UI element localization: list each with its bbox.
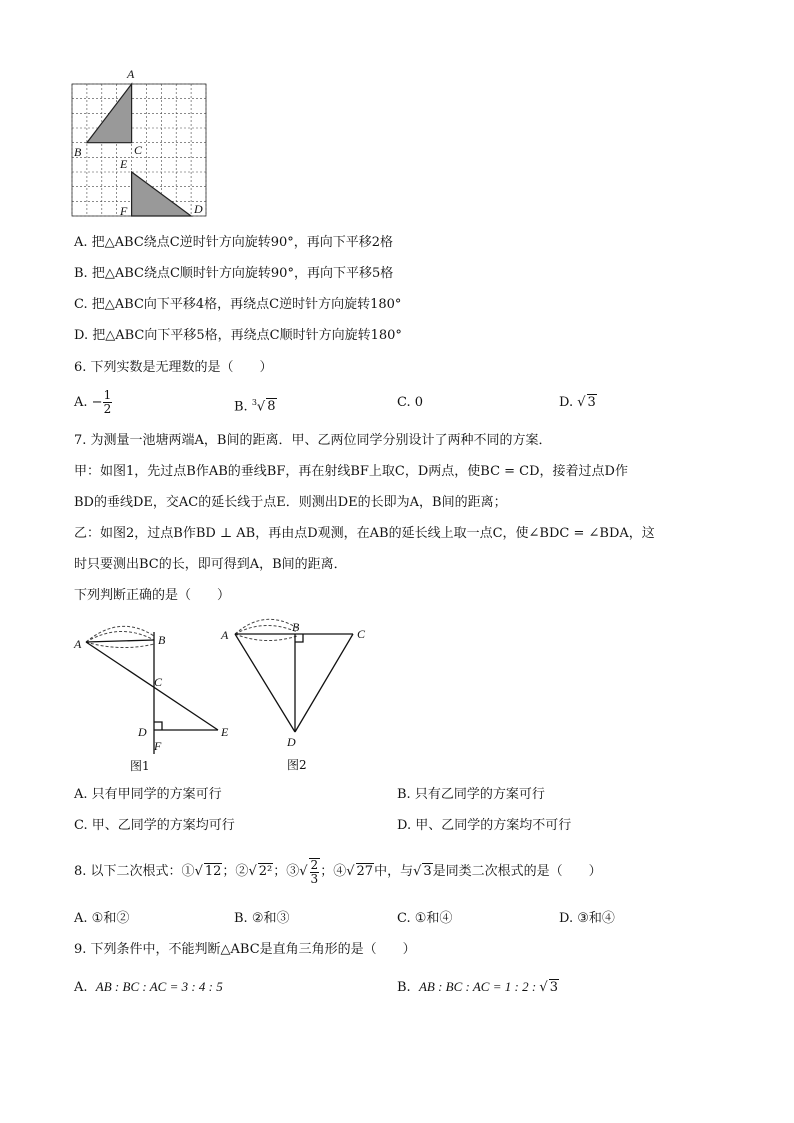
- fig1-label-a: A: [74, 637, 82, 651]
- q9-option-b[interactable]: B. AB : BC : AC = 1 : 2 : √ 3: [397, 979, 558, 995]
- label-f: F: [120, 204, 128, 218]
- q5-option-b[interactable]: B. 把△ABC绕点C顺时针方向旋转90°，再向下平移5格: [74, 266, 394, 281]
- fig2-label-d: D: [287, 735, 296, 749]
- label-b: B: [74, 145, 82, 159]
- q8-option-c[interactable]: C. ①和④: [397, 911, 453, 926]
- fig2-label-b: B: [292, 620, 300, 634]
- q7-stem: 7. 为测量一池塘两端A，B间的距离．甲、乙两位同学分别设计了两种不同的方案．: [74, 433, 552, 448]
- label-d: D: [194, 202, 203, 216]
- q8-option-d[interactable]: D. ③和④: [559, 911, 615, 926]
- fig2-label-c: C: [357, 627, 366, 641]
- fraction: $\frac{2}{3}$: [310, 857, 319, 886]
- q7-option-d[interactable]: D. 甲、乙同学的方案均不可行: [397, 818, 572, 833]
- label-a: A: [127, 67, 135, 81]
- figure-grid-triangles: [60, 60, 220, 225]
- fig1-label-f: F: [154, 739, 162, 753]
- q7-yi-line1: 乙：如图2，过点B作BD ⊥ AB，再由点D观测，在AB的延长线上取一点C，使∠BDC = ∠BDA，这: [74, 526, 655, 541]
- q7-yi-line2: 时只要测出BC的长，即可得到A，B间的距离．: [74, 557, 347, 572]
- q6-option-b[interactable]: B. $^3$√ 8: [234, 398, 276, 415]
- q6-option-c[interactable]: C. 0: [397, 395, 424, 410]
- q7-option-b[interactable]: B. 只有乙同学的方案可行: [397, 787, 545, 802]
- fig1-label-c: C: [154, 675, 163, 689]
- q7-option-a[interactable]: A. 只有甲同学的方案可行: [74, 787, 222, 802]
- q7-jia-line1: 甲：如图1，先过点B作AB的垂线BF，再在射线BF上取C，D两点，使BC = CD，接着过点D作: [74, 464, 628, 479]
- q6-option-d[interactable]: D. √ 3: [559, 395, 596, 410]
- q7-question: 下列判断正确的是（ ）: [74, 588, 231, 603]
- q5-option-a[interactable]: A. 把△ABC绕点C逆时针方向旋转90°，再向下平移2格: [74, 235, 394, 250]
- fraction: $\frac{1}{2}$: [103, 388, 112, 416]
- q9-option-a[interactable]: A. AB : BC : AC = 3 : 4 : 5: [74, 979, 223, 995]
- q7-jia-line2: BD的垂线DE，交AC的延长线于点E．则测出DE的长即为A，B间的距离；: [74, 495, 507, 510]
- label-e: E: [120, 157, 128, 171]
- q8-option-b[interactable]: B. ②和③: [234, 911, 290, 926]
- fig1-label-e: E: [221, 725, 229, 739]
- q6-option-a[interactable]: A. − $\frac{1}{2}$: [74, 388, 112, 416]
- fig2-label-a: A: [221, 628, 229, 642]
- q9-stem: 9. 下列条件中，不能判断△ABC是直角三角形的是（ ）: [74, 942, 416, 957]
- fig1-label-d: D: [138, 725, 147, 739]
- figure-2: [215, 614, 385, 776]
- label-c: C: [134, 143, 143, 157]
- q6-stem: 6. 下列实数是无理数的是（ ）: [74, 360, 273, 375]
- q8-stem: 8. 以下二次根式：①√ 12；②√ 2²；③√ $\frac{2}{3}$ ；④√ 27中，与√ 3是同类二次根式的是（ ）: [74, 857, 602, 886]
- fig1-caption: 图1: [130, 759, 150, 773]
- q8-option-a[interactable]: A. ①和②: [74, 911, 130, 926]
- triangle-efd: [132, 172, 192, 216]
- fig2-caption: 图2: [287, 758, 307, 772]
- fig1-label-b: B: [158, 633, 166, 647]
- q5-option-c[interactable]: C. 把△ABC向下平移4格，再绕点C逆时针方向旋转180°: [74, 297, 402, 312]
- q5-option-d[interactable]: D. 把△ABC向下平移5格，再绕点C顺时针方向旋转180°: [74, 328, 402, 343]
- q7-option-c[interactable]: C. 甲、乙同学的方案均可行: [74, 818, 235, 833]
